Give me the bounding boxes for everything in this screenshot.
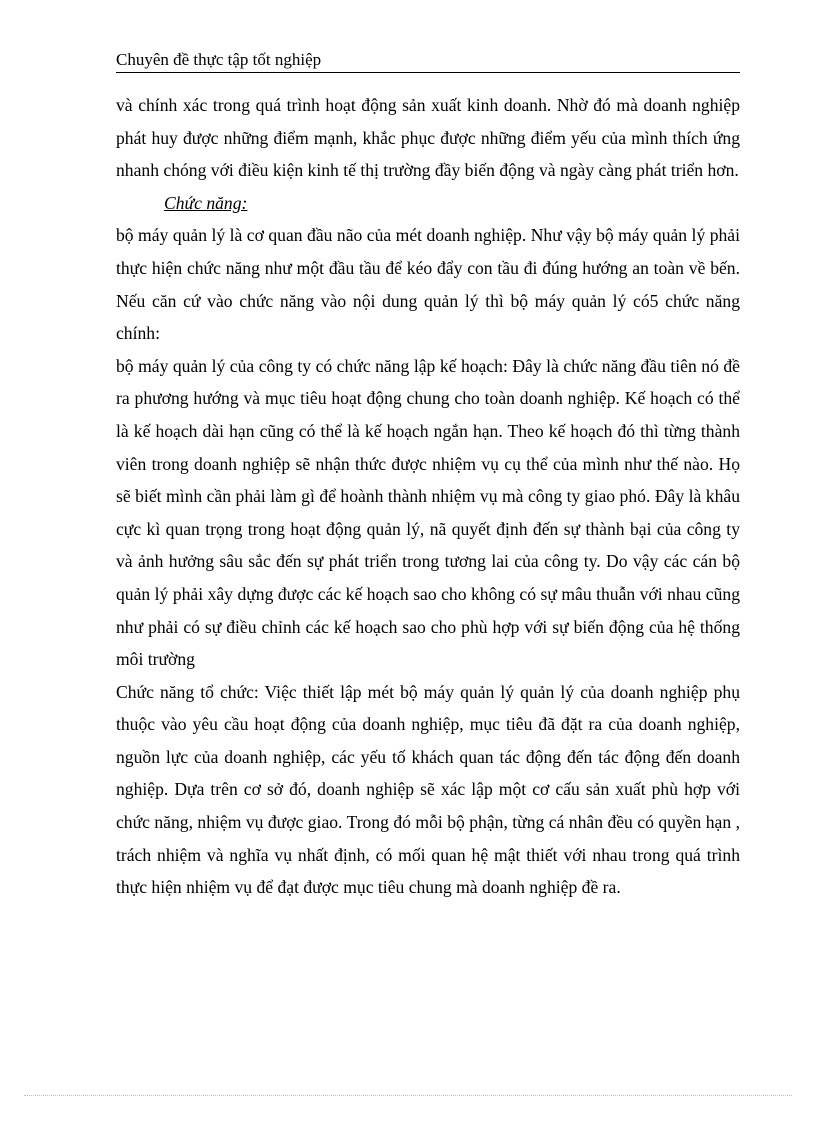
page-bottom-border: [24, 1095, 792, 1096]
page-body: [116, 89, 740, 904]
paragraph-intro-continuation: và chính xác trong quá trình hoạt động sản xuất kinh doanh. Nhờ đó mà doanh nghiệp phát huy được những điểm mạnh, khắc phục được những điểm yếu của mình thích ứng nhanh chóng với điều kiện kinh tế thị trường đầy biến động và ngày càng phát triển hơn.: [116, 95, 740, 181]
header-title: Chuyên đề thực tập tốt nghiệp: [116, 50, 322, 69]
page-header: [116, 50, 740, 73]
paragraph-organizing-function: Chức năng tổ chức: Việc thiết lập mét bộ máy quản lý quản lý của doanh nghiệp phụ thuộc vào yêu cầu hoạt động của doanh nghiệp, mục tiêu đã đặt ra của doanh nghiệp, nguồn lực của doanh nghiệp, các yếu tố khách quan tác động đến tác động đến doanh nghiệp. Dựa trên cơ sở đó, doanh nghiệp sẽ xác lập một cơ cấu sản xuất phù hợp với chức năng, nhiệm vụ được giao. Trong đó mỗi bộ phận, từng cá nhân đều có quyền hạn , trách nhiệm và nghĩa vụ nhất định, có mối quan hệ mật thiết với nhau trong quá trình thực hiện nhiệm vụ để đạt được mục tiêu chung mà doanh nghiệp đề ra.: [116, 681, 740, 898]
paragraph-planning-function: bộ máy quản lý của công ty có chức năng lập kế hoạch: Đây là chức năng đầu tiên nó đề ra phương hướng và mục tiêu hoạt động chung cho toàn doanh nghiệp. Kế hoạch có thể là kế hoạch dài hạn cũng có thể là kế hoạch ngắn hạn. Theo kế hoạch đó thì từng thành viên trong doanh nghiệp sẽ nhận thức được nhiệm vụ cụ thể của mình như thế nào. Họ sẽ biết mình cần phải làm gì để hoành thành nhiệm vụ mà công ty giao phó. Đây là khâu cực kì quan trọng trong hoạt động quản lý, nã quyết định đến sự thành bại của công ty và ảnh hưởng sâu sắc đến sự phát triển trong tương lai của công ty. Do vậy các cán bộ quản lý phải xây dựng được các kế hoạch sao cho không có sự mâu thuẫn với nhau cũng như phải có sự điều chỉnh các kế hoạch sao cho phù hợp với sự biến động của hệ thống môi trường: [116, 355, 740, 670]
paragraph-management-role: bộ máy quản lý là cơ quan đầu não của mét doanh nghiệp. Như vậy bộ máy quản lý phải thực hiện chức năng như một đầu tầu để kéo đẩy con tầu đi đúng hướng an toàn về bến. Nếu căn cứ vào chức năng vào nội dung quản lý thì bộ máy quản lý có5 chức năng chính:: [116, 225, 740, 344]
section-heading-functions: Chức năng:: [164, 192, 248, 213]
